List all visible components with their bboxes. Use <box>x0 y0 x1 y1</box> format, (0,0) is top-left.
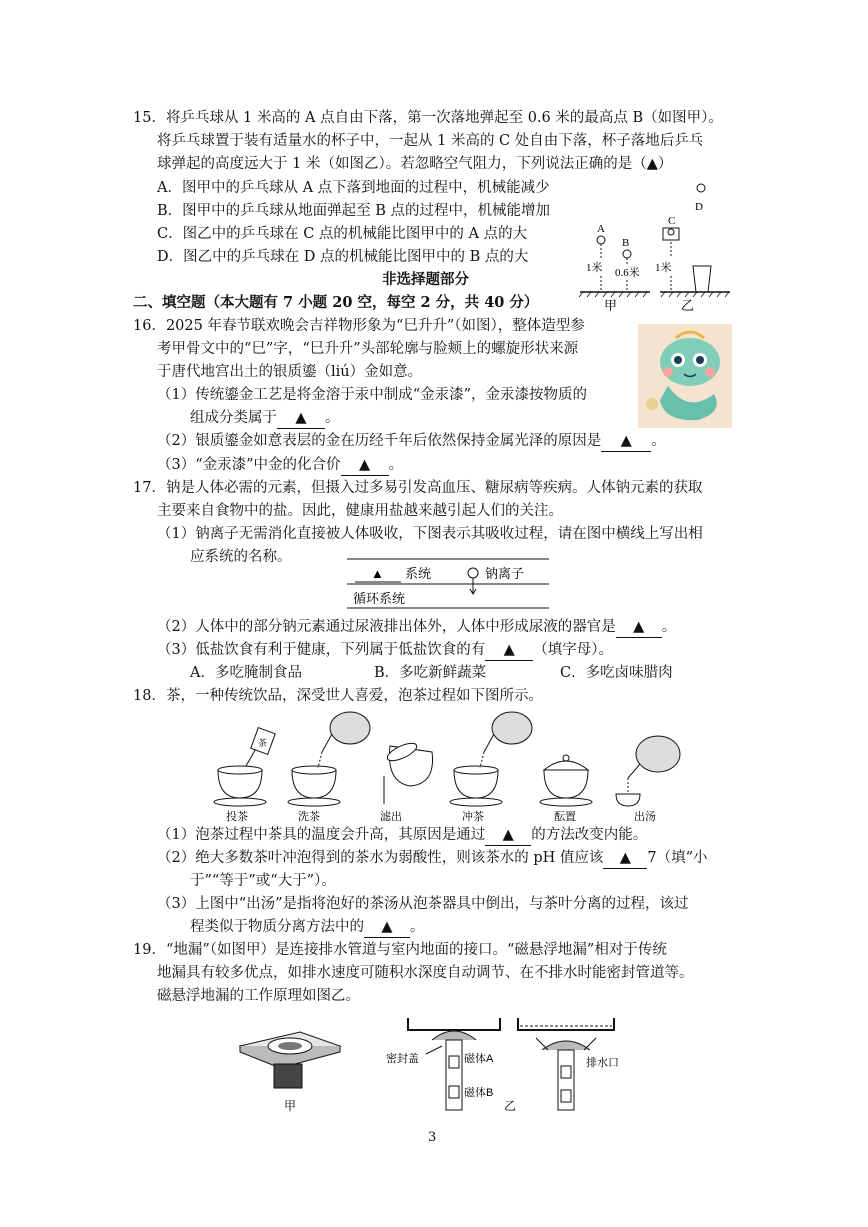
label-a: A <box>597 223 605 235</box>
page-number: 3 <box>428 1130 437 1145</box>
label-c: C <box>668 215 676 227</box>
mascot-image <box>638 324 732 428</box>
q17-sub3: （3）低盐饮食有利于健康，下列属于低盐饮食的有 ▲ （填字母）。 <box>157 640 613 661</box>
q17-option-c: C．多吃卤味腊肉 <box>560 665 673 681</box>
label-yi: 乙 <box>681 298 695 313</box>
tea-tag: 茶 <box>258 738 268 748</box>
q16-stem-line-1: 16．2025 年春节联欢晚会吉祥物形象为“巳升升”（如图），整体造型参 <box>133 318 585 334</box>
label-h2: 0.6米 <box>615 267 640 279</box>
step-6: 出汤 <box>634 811 656 823</box>
q17-sub1-line-2: 应系统的名称。 <box>190 549 292 565</box>
q19-stem-line-3: 磁悬浮地漏的工作原理如图乙。 <box>157 988 360 1004</box>
q15-option-b: B．图甲中的乒乓球从地面弹起至 B 点的过程中，机械能增加 <box>157 203 551 219</box>
q17-sub2: （2）人体中的部分钠元素通过尿液排出体外，人体中形成尿液的器官是 ▲ 。 <box>157 617 676 638</box>
q16-stem-line-3: 于唐代地宫出土的银质鎏（liú）金如意。 <box>157 364 423 380</box>
q17-sub1-line-1: （1）钠离子无需消化直接被人体吸收，下图表示其吸收过程，请在图中横线上写出相 <box>157 526 703 542</box>
diagram-system: 系统 <box>405 566 432 581</box>
diagram-blank[interactable]: ▲ <box>371 566 384 581</box>
q15-stem-line-3: 球弹起的高度远大于 1 米（如图乙）。若忽略空气阻力，下列说法正确的是（▲） <box>157 156 673 172</box>
step-5: 酝置 <box>554 811 576 823</box>
q19-label-magB: 磁体B <box>464 1087 494 1099</box>
q16-stem-line-2: 考甲骨文中的“巳”字，“巳升升”头部轮廓与脸颊上的螺旋形状来源 <box>157 341 579 357</box>
q15-figure <box>575 180 735 313</box>
q16-sub1-line-2: 组成分类属于 ▲ 。 <box>190 408 340 429</box>
q17-stem-line-1: 17．钠是人体必需的元素，但摄入过多易引发高血压、糖尿病等疾病。人体钠元素的获取 <box>133 480 703 496</box>
q15-stem-line-1: 15．将乒乓球从 1 米高的 A 点自由下落，第一次落地弹起至 0.6 米的最高点 B（如图甲）。 <box>133 110 723 126</box>
diagram-circulatory: 循环系统 <box>353 591 406 606</box>
q15-option-c: C．图乙中的乒乓球在 C 点的机械能比图甲中的 A 点的大 <box>157 226 528 242</box>
step-4: 冲茶 <box>462 811 484 823</box>
q17-option-b: B．多吃新鲜蔬菜 <box>374 665 487 681</box>
sodium-diagram <box>343 556 553 612</box>
q18-sub2-line-2: 于”“等于”或“大于”）。 <box>190 873 336 889</box>
q18-sub3-line-2: 程类似于物质分离方法中的 ▲ 。 <box>190 917 425 938</box>
label-d: D <box>695 201 703 213</box>
q18-sub1: （1）泡茶过程中茶具的温度会升高，其原因是通过 ▲ 的方法改变内能。 <box>157 825 647 846</box>
q16-sub1-line-1: （1）传统鎏金工艺是将金溶于汞中制成“金汞漆”，金汞漆按物质的 <box>157 387 588 403</box>
q15-stem-line-2: 将乒乓球置于装有适量水的杯子中，一起从 1 米高的 C 处自由下落，杯子落地后乒乓 <box>157 133 704 149</box>
q15-option-a: A．图甲中的乒乓球从 A 点下落到地面的过程中，机械能减少 <box>157 180 550 196</box>
q17-blank-3[interactable]: ▲ <box>485 640 533 661</box>
q18-blank-2[interactable]: ▲ <box>603 848 647 869</box>
q16-sub2: （2）银质鎏金如意表层的金在历经千年后依然保持金属光泽的原因是 ▲ 。 <box>157 431 666 452</box>
q18-blank-1[interactable]: ▲ <box>485 825 531 846</box>
q17-blank-2[interactable]: ▲ <box>616 617 662 638</box>
q16-blank-1[interactable]: ▲ <box>277 408 325 429</box>
q17-stem-line-2: 主要来自食物中的盐。因此，健康用盐越来越引起人们的关注。 <box>157 503 563 519</box>
q16-blank-2[interactable]: ▲ <box>601 431 651 452</box>
label-b: B <box>622 237 630 249</box>
q18-stem: 18．茶，一种传统饮品，深受世人喜爱，泡茶过程如下图所示。 <box>133 688 543 704</box>
q19-label-jia: 甲 <box>284 1099 297 1113</box>
diagram-sodium-ion: 钠离子 <box>485 566 525 581</box>
q16-blank-3[interactable]: ▲ <box>341 455 389 476</box>
q19-label-seal: 密封盖 <box>386 1053 419 1065</box>
q18-sub3-line-1: （3）上图中“出汤”是指将泡好的茶汤从泡茶器具中倒出，与茶叶分离的过程，该过 <box>157 896 689 912</box>
step-2: 洗茶 <box>298 811 320 823</box>
part2-title: 非选择题部分 <box>382 271 469 288</box>
q15-option-d: D．图乙中的乒乓球在 D 点的机械能比图甲中的 B 点的大 <box>157 249 529 265</box>
step-1: 投茶 <box>226 811 248 823</box>
label-h3: 1米 <box>655 262 672 274</box>
q19-stem-line-1: 19．“地漏”（如图甲）是连接排水管道与室内地面的接口。“磁悬浮地漏”相对于传统 <box>133 942 667 958</box>
q17-option-a: A．多吃腌制食品 <box>190 665 302 681</box>
q19-stem-line-2: 地漏具有较多优点，如排水速度可随积水深度自动调节、在不排水时能密封管道等。 <box>157 965 694 981</box>
tea-process-figure <box>210 708 710 824</box>
q19-label-magA: 磁体A <box>464 1053 494 1065</box>
q18-sub2-line-1: （2）绝大多数茶叶冲泡得到的茶水为弱酸性，则该茶水的 pH 值应该 ▲ 7（填“小 <box>157 848 708 869</box>
q16-sub3: （3）“金汞漆”中金的化合价 ▲ 。 <box>157 455 403 476</box>
label-jia: 甲 <box>604 298 618 313</box>
q19-label-outlet: 排水口 <box>586 1057 619 1069</box>
section2-title: 二、填空题（本大题有 7 小题 20 空，每空 2 分，共 40 分） <box>133 294 539 311</box>
q19-figure <box>236 1016 626 1116</box>
q19-label-yi: 乙 <box>504 1099 517 1113</box>
label-h1: 1米 <box>586 262 603 274</box>
step-3: 滤出 <box>380 811 402 823</box>
q18-blank-3[interactable]: ▲ <box>364 917 410 938</box>
